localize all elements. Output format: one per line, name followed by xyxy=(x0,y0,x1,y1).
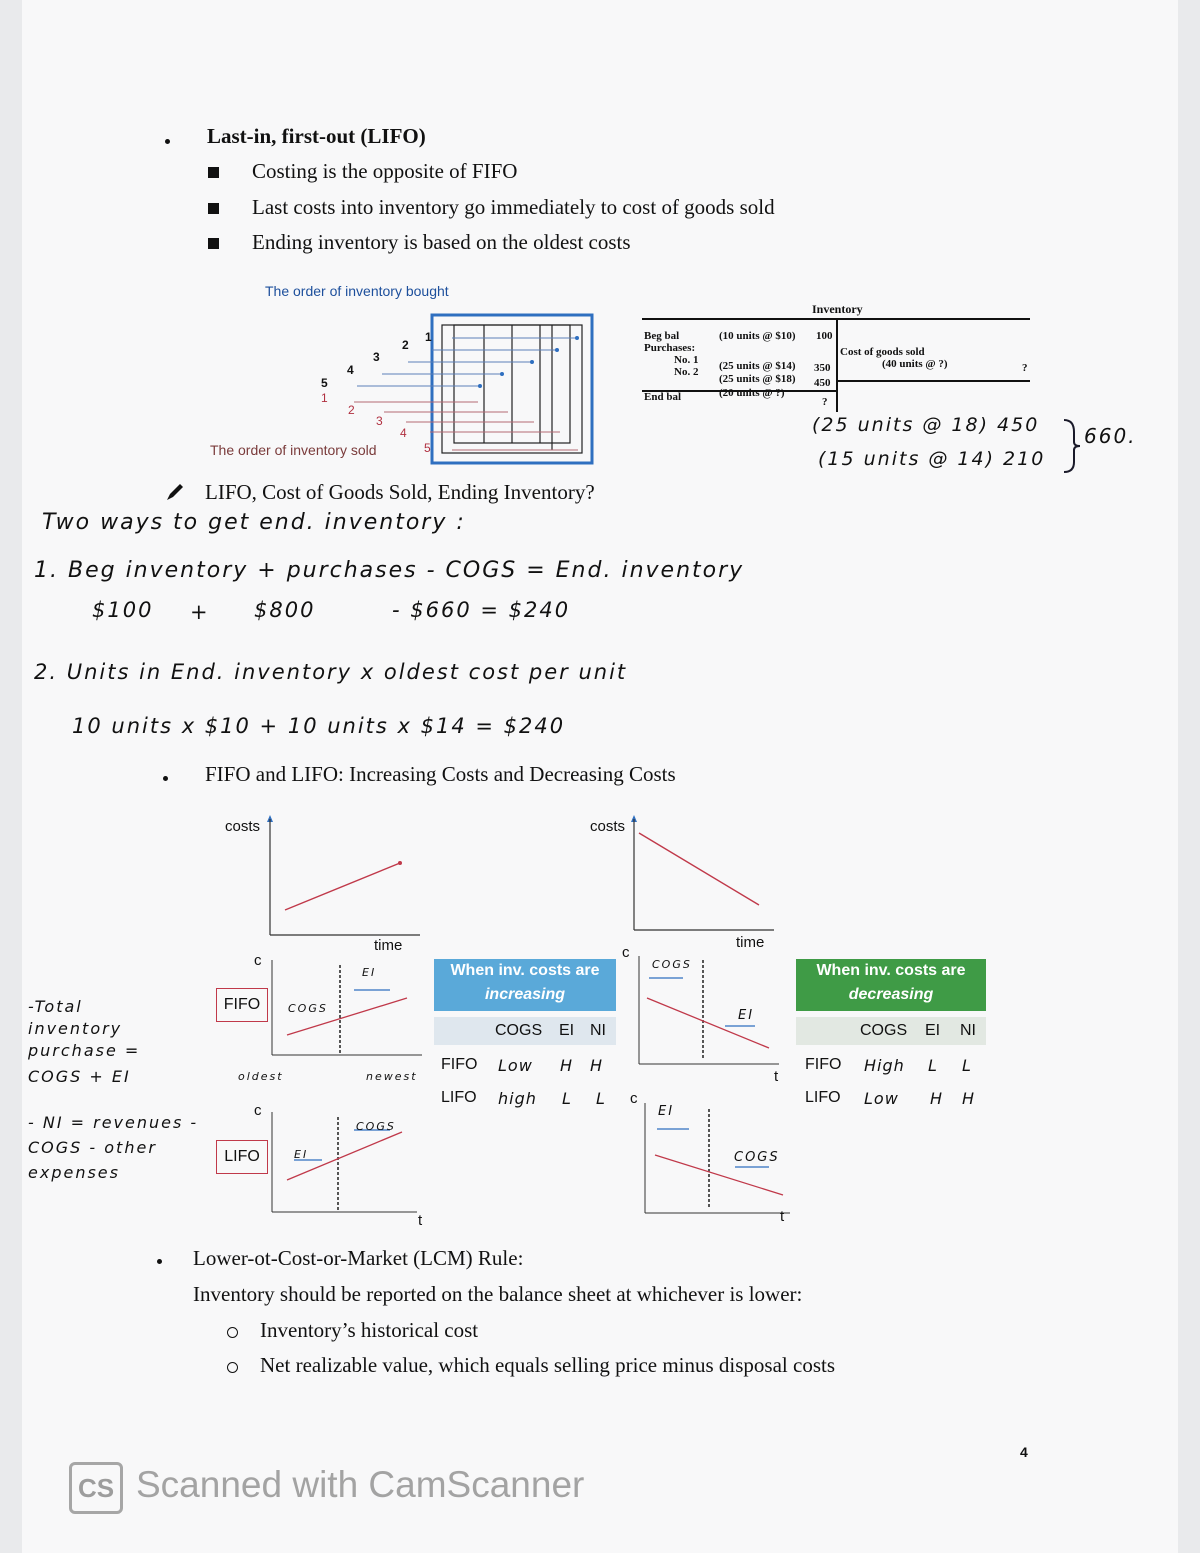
row-value: L xyxy=(928,1056,938,1075)
increasing-cost-chart xyxy=(270,815,420,935)
lcm-title: Lower-ot-Cost-or-Market (LCM) Rule: xyxy=(193,1246,524,1270)
t-credit-amount: ? xyxy=(1022,362,1028,374)
section-heading-lifo-cogs: LIFO, Cost of Goods Sold, Ending Inventory? xyxy=(205,480,595,504)
row-value: H xyxy=(590,1056,604,1075)
t-row-detail: (25 units @ $14) xyxy=(719,360,796,372)
costs-axis-label: costs xyxy=(590,818,626,835)
row-value: L xyxy=(562,1089,572,1108)
inventory-order-diagram xyxy=(302,310,602,470)
hand-way1-num: + xyxy=(190,600,210,624)
pencil-icon xyxy=(164,481,186,503)
row-value: H xyxy=(560,1056,574,1075)
row-value: H xyxy=(962,1089,976,1108)
row-label: LIFO xyxy=(805,1089,841,1106)
hand-way1-num: $800 xyxy=(254,598,316,622)
row-value: L xyxy=(596,1089,606,1108)
hand-cogs: COGS xyxy=(288,1002,328,1015)
lifo-increasing-chart xyxy=(272,1112,422,1217)
hand-way1: 1. Beg inventory + purchases - COGS = End. inventory xyxy=(34,558,745,583)
camscanner-logo: CS xyxy=(69,1462,123,1514)
bullet-dot xyxy=(165,139,170,144)
row-label: LIFO xyxy=(441,1089,477,1106)
c-axis-label: c xyxy=(254,1102,262,1119)
row-value: Low xyxy=(864,1089,899,1108)
time-axis-label: time xyxy=(736,934,765,951)
camscanner-watermark: Scanned with CamScanner xyxy=(136,1464,585,1505)
hand-side-note-2 xyxy=(28,1110,218,1185)
hand-way1-num: $100 xyxy=(92,598,154,622)
bullet-circle xyxy=(227,1327,238,1338)
hand-ei: EI xyxy=(362,966,377,979)
t-credit-detail: (40 units @ ?) xyxy=(882,358,948,370)
hand-ei: EI xyxy=(294,1148,309,1161)
hand-cogs-line2: (15 units @ 14) 210 xyxy=(818,448,1046,470)
hand-cogs: COGS xyxy=(734,1150,780,1165)
lifo-bullet-2: Last costs into inventory go immediately to cost of goods sold xyxy=(252,195,775,219)
lifo-bullet-1: Costing is the opposite of FIFO xyxy=(252,159,518,183)
hand-line: inventory xyxy=(28,1019,123,1038)
hand-newest: newest xyxy=(366,1070,418,1083)
t-row-label: Purchases: xyxy=(644,342,696,354)
hand-ei: EI xyxy=(658,1104,675,1119)
bullet-dot xyxy=(163,776,168,781)
sold-number: 5 xyxy=(424,441,431,455)
decreasing-cost-chart xyxy=(634,815,774,930)
row-value: high xyxy=(498,1089,537,1108)
hand-line: COGS + EI xyxy=(28,1067,131,1086)
t-row-label: Beg bal xyxy=(644,330,680,342)
hand-cogs-total: 660. xyxy=(1084,424,1137,448)
row-label: FIFO xyxy=(805,1056,842,1073)
row-value: Low xyxy=(498,1056,533,1075)
hand-line: -Total xyxy=(28,997,83,1016)
t-row-amount: ? xyxy=(822,396,828,408)
hand-two-ways: Two ways to get end. inventory : xyxy=(42,510,466,535)
t-row-label: End bal xyxy=(644,391,681,403)
t-credit-label: Cost of goods sold xyxy=(840,346,925,358)
hand-way1-num: - $660 = $240 xyxy=(392,598,571,622)
hand-line: COGS - other xyxy=(28,1138,157,1157)
bought-number: 5 xyxy=(321,376,328,390)
lifo-title: Last-in, first-out (LIFO) xyxy=(207,124,426,148)
hand-brace xyxy=(1062,418,1082,474)
lcm-desc: Inventory should be reported on the balance sheet at whichever is lower: xyxy=(193,1282,803,1306)
scanned-page xyxy=(22,0,1178,1553)
decreasing-table-header xyxy=(796,959,986,1011)
t-row-amount: 350 xyxy=(814,362,831,374)
t-row-detail: (20 units @ ?) xyxy=(719,387,785,399)
t-row-amount: 450 xyxy=(814,377,831,389)
hand-cogs: COGS xyxy=(652,958,692,971)
hand-cogs-line1: (25 units @ 18) 450 xyxy=(812,414,1040,436)
decreasing-header-line2: decreasing xyxy=(848,986,934,1003)
bought-number: 2 xyxy=(402,338,409,352)
decreasing-header-line1: When inv. costs are xyxy=(816,962,966,979)
hand-side-note-1 xyxy=(28,996,158,1092)
bullet-circle xyxy=(227,1362,238,1373)
col-header: EI xyxy=(925,1022,941,1039)
lcm-item-2: Net realizable value, which equals selling price minus disposal costs xyxy=(260,1353,836,1377)
t-account-divider xyxy=(836,318,838,412)
row-value: L xyxy=(962,1056,972,1075)
t-axis-label: t xyxy=(774,1068,779,1085)
hand-ei: EI xyxy=(738,1008,755,1023)
bullet-square xyxy=(208,203,219,214)
order-sold-label: The order of inventory sold xyxy=(210,442,377,458)
bought-number: 3 xyxy=(373,350,380,364)
time-axis-label: time xyxy=(374,937,403,954)
fifo-lifo-heading: FIFO and LIFO: Increasing Costs and Decreasing Costs xyxy=(205,762,676,786)
hand-cogs: COGS xyxy=(356,1120,396,1133)
order-bought-label: The order of inventory bought xyxy=(265,283,449,299)
sold-number: 2 xyxy=(348,403,355,417)
bought-number: 1 xyxy=(425,330,432,344)
col-header: COGS xyxy=(495,1022,543,1039)
fifo-decreasing-chart xyxy=(639,956,789,1066)
bullet-square xyxy=(208,238,219,249)
t-row-label: No. 2 xyxy=(674,366,699,378)
t-account-rule xyxy=(838,380,1030,382)
fifo-box: FIFO xyxy=(216,988,268,1022)
page-number: 4 xyxy=(1020,1444,1028,1460)
bullet-dot xyxy=(157,1259,162,1264)
hand-line: purchase = xyxy=(28,1041,141,1060)
col-header: NI xyxy=(960,1022,976,1039)
t-axis-label: t xyxy=(780,1208,785,1225)
sold-number: 1 xyxy=(321,391,328,405)
lifo-bullet-3: Ending inventory is based on the oldest costs xyxy=(252,230,631,254)
col-header: NI xyxy=(590,1022,606,1039)
sold-number: 3 xyxy=(376,414,383,428)
c-axis-label: c xyxy=(622,944,630,961)
hand-line: - NI = revenues - xyxy=(28,1113,199,1132)
t-row-detail: (10 units @ $10) xyxy=(719,330,796,342)
t-axis-label: t xyxy=(418,1212,423,1229)
sold-number: 4 xyxy=(400,426,407,440)
row-value: High xyxy=(864,1056,905,1075)
increasing-table-header xyxy=(434,959,616,1011)
t-row-label: No. 1 xyxy=(674,354,699,366)
costs-axis-label: costs xyxy=(225,818,261,835)
col-header: COGS xyxy=(860,1022,908,1039)
row-label: FIFO xyxy=(441,1056,478,1073)
lcm-item-1: Inventory’s historical cost xyxy=(260,1318,479,1342)
hand-way2-calc: 10 units x $10 + 10 units x $14 = $240 xyxy=(72,714,566,738)
lifo-box: LIFO xyxy=(216,1140,268,1174)
hand-oldest: oldest xyxy=(238,1070,284,1083)
row-value: H xyxy=(930,1089,944,1108)
t-row-detail: (25 units @ $18) xyxy=(719,373,796,385)
t-row-amount: 100 xyxy=(816,330,833,342)
bullet-square xyxy=(208,167,219,178)
bought-number: 4 xyxy=(347,363,354,377)
c-axis-label: c xyxy=(630,1090,638,1107)
c-axis-label: c xyxy=(254,952,262,969)
col-header: EI xyxy=(559,1022,575,1039)
increasing-header-line2: increasing xyxy=(484,986,566,1003)
hand-line: expenses xyxy=(28,1163,120,1182)
hand-way2: 2. Units in End. inventory x oldest cost per unit xyxy=(34,660,628,684)
increasing-header-line1: When inv. costs are xyxy=(450,962,600,979)
t-account-title: Inventory xyxy=(812,302,863,316)
